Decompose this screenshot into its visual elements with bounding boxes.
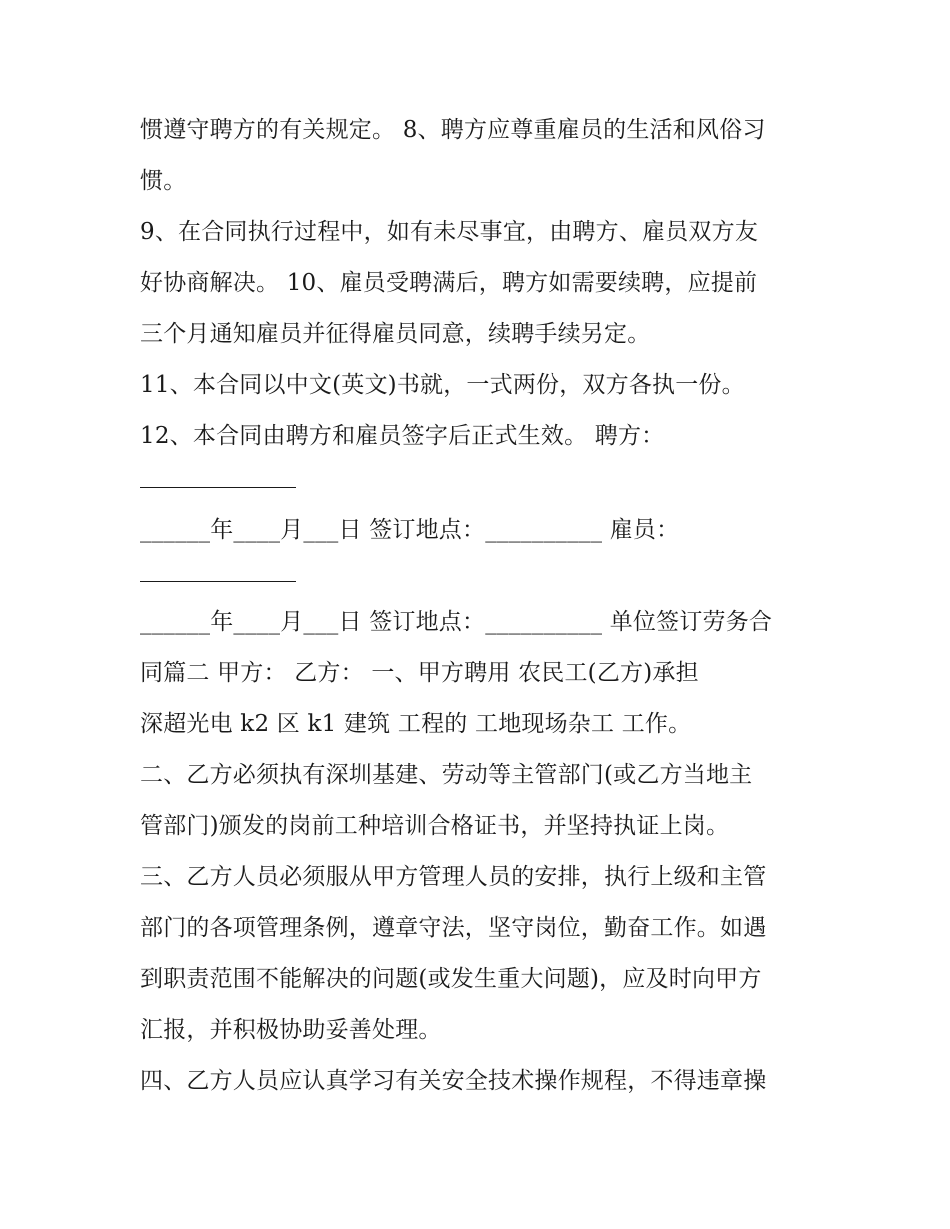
text-line: 深超光电 k2 区 k1 建筑 工程的 工地现场杂工 工作。 bbox=[140, 711, 692, 737]
text-line: 汇报，并积极协助妥善处理。 bbox=[140, 1017, 442, 1043]
text-line: 三、乙方人员必须服从甲方管理人员的安排，执行上级和主管 bbox=[140, 864, 767, 890]
signature-line-employer bbox=[140, 487, 296, 488]
text-line: 三个月通知雇员并征得雇员同意，续聘手续另定。 bbox=[140, 321, 651, 347]
signature-line-employee bbox=[140, 581, 296, 582]
text-line: 管部门)颁发的岗前工种培训合格证书，并坚持执证上岗。 bbox=[140, 813, 730, 839]
text-line: 12、本合同由聘方和雇员签字后正式生效。 聘方： bbox=[140, 423, 665, 449]
text-line: 11、本合同以中文(英文)书就，一式两份，双方各执一份。 bbox=[140, 372, 745, 398]
text-line: 惯。 bbox=[140, 168, 187, 194]
text-line: ______年____月___日 签订地点：__________ 单位签订劳务合 bbox=[140, 609, 773, 635]
text-line: 部门的各项管理条例，遵章守法，坚守岗位，勤奋工作。如遇 bbox=[140, 915, 767, 941]
text-line: 到职责范围不能解决的问题(或发生重大问题)，应及时向甲方 bbox=[140, 966, 762, 992]
text-line: 四、乙方人员应认真学习有关安全技术操作规程，不得违章操 bbox=[140, 1068, 767, 1094]
text-line: ______年____月___日 签订地点：__________ 雇员： bbox=[140, 517, 680, 543]
text-line: 同篇二 甲方： 乙方： 一、甲方聘用 农民工(乙方)承担 bbox=[140, 660, 699, 686]
text-line: 9、在合同执行过程中，如有未尽事宜，由聘方、雇员双方友 bbox=[140, 219, 759, 245]
text-line: 二、乙方必须执有深圳基建、劳动等主管部门(或乙方当地主 bbox=[140, 762, 753, 788]
text-line: 惯遵守聘方的有关规定。 8、聘方应尊重雇员的生活和风俗习 bbox=[140, 117, 766, 143]
text-line: 好协商解决。 10、雇员受聘满后，聘方如需要续聘，应提前 bbox=[140, 270, 758, 296]
